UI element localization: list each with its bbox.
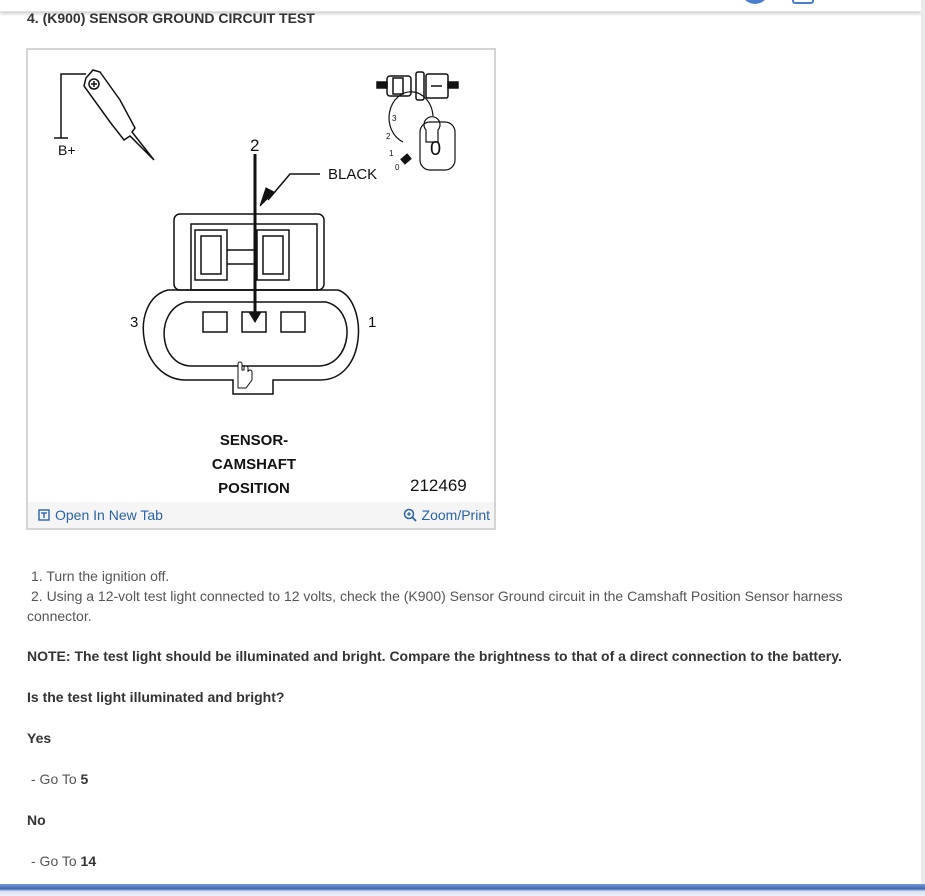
- component-name-line2: CAMSHAFT: [211, 456, 297, 473]
- step-title: 4. (K900) SENSOR GROUND CIRCUIT TEST: [27, 10, 315, 26]
- ignition-pos-0: 0: [395, 163, 400, 172]
- wire-pointer: [260, 174, 320, 206]
- key-position-label: 0: [430, 138, 442, 160]
- bottom-bar: [0, 884, 925, 896]
- answer-no-goto[interactable]: [31, 853, 96, 869]
- zoom-icon: [403, 508, 417, 522]
- probe-arrow: [249, 154, 261, 322]
- wire-color-label: BLACK: [328, 166, 378, 183]
- ignition-pos-1: 1: [389, 149, 394, 158]
- figure-number: 212469: [410, 476, 467, 495]
- user-avatar-icon[interactable]: [741, 0, 769, 4]
- ignition-key-icon: [389, 92, 455, 170]
- menu-icon[interactable]: [792, 0, 814, 4]
- ignition-pos-3: 3: [392, 114, 397, 123]
- scrollbar[interactable]: [921, 0, 925, 896]
- pin-3-label: 3: [130, 314, 139, 331]
- figure-footer: [28, 502, 494, 528]
- connector-disconnect-icon: [377, 72, 458, 100]
- connector-body: [143, 214, 358, 394]
- instruction-step-2: [27, 586, 867, 626]
- open-new-tab-label: Open In New Tab: [55, 507, 163, 523]
- pin-1-label: 1: [368, 314, 377, 331]
- ignition-pos-2: 2: [386, 132, 391, 141]
- instruction-step-1: 1. Turn the ignition off.: [31, 568, 170, 584]
- question-text: Is the test light illuminated and bright?: [27, 689, 285, 705]
- answer-no-label: No: [27, 812, 46, 828]
- zoom-print-label: Zoom/Print: [421, 507, 490, 523]
- answer-yes-goto[interactable]: [31, 771, 88, 787]
- component-name-line1: SENSOR-: [219, 432, 289, 449]
- goto-prefix: - Go To: [31, 853, 81, 869]
- instruction-step-2-text: 2. Using a 12-volt test light connected to 12 volts, check the (K900) Sensor Ground circuit in the Camshaft Position Sensor harness connector.: [27, 588, 843, 624]
- pin-2-label: 2: [250, 136, 260, 155]
- diagram-figure: [26, 48, 496, 530]
- battery-label: B+: [58, 142, 76, 158]
- goto-target[interactable]: 5: [80, 771, 89, 787]
- open-new-tab-link[interactable]: [38, 507, 163, 523]
- goto-target[interactable]: 14: [80, 853, 97, 869]
- goto-prefix: - Go To: [31, 771, 81, 787]
- component-name-line3: POSITION: [218, 480, 290, 497]
- note-text: NOTE: The test light should be illuminated and bright. Compare the brightness to that of a direct connection to the battery.: [27, 648, 842, 664]
- zoom-print-link[interactable]: [403, 507, 490, 523]
- answer-yes-label: Yes: [27, 730, 52, 746]
- open-new-tab-icon: [38, 509, 50, 521]
